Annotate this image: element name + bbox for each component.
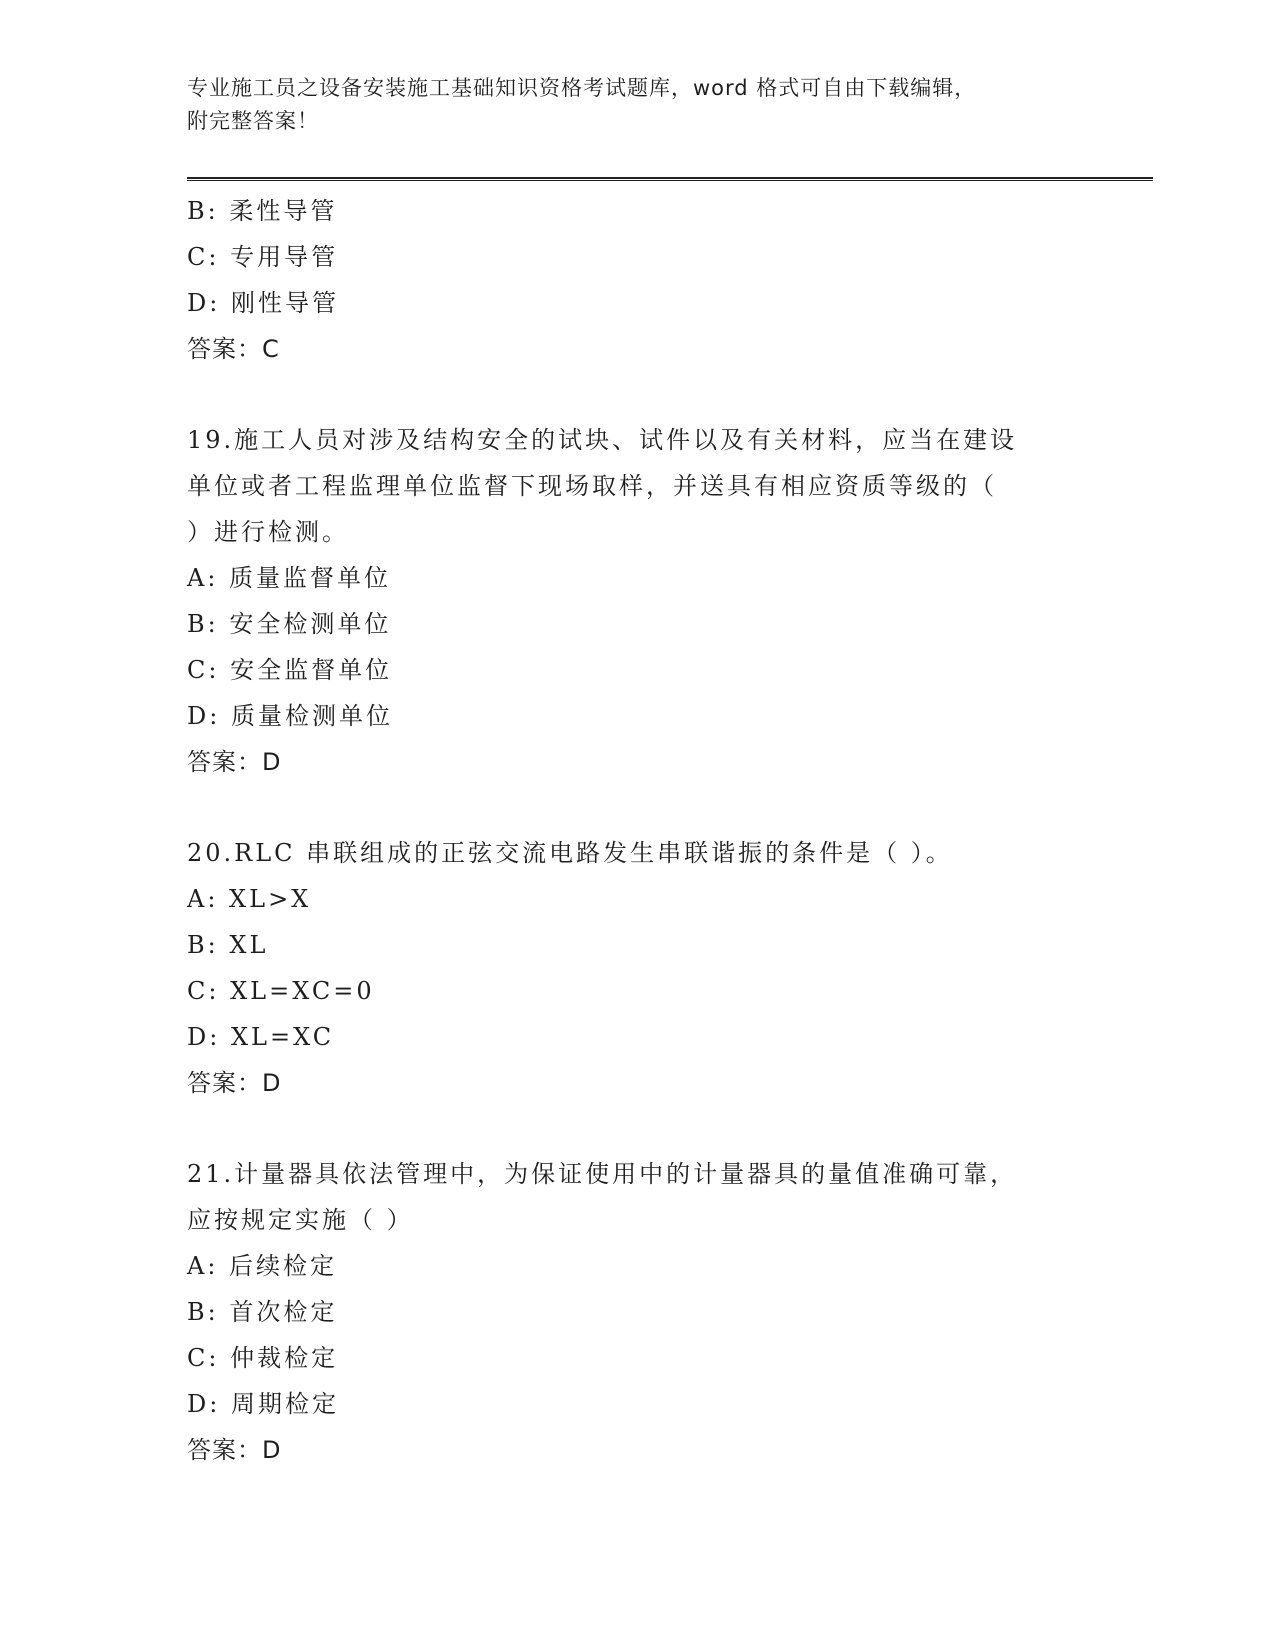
option-d: D: XL=XC	[187, 1023, 335, 1051]
option-a: A: XL>X	[187, 885, 312, 913]
option-c: C: 专用导管	[187, 243, 339, 271]
header-line-1: 专业施工员之设备安装施工基础知识资格考试题库，word 格式可自由下载编辑，	[187, 76, 977, 100]
header-line-2: 附完整答案！	[187, 109, 319, 133]
spacer	[187, 785, 1087, 830]
answer: 答案：D	[187, 1436, 282, 1464]
option-b: B: 安全检测单位	[187, 610, 392, 638]
option-d: D: 刚性导管	[187, 289, 339, 317]
question-21	[187, 1151, 1087, 1473]
option-b: B: XL	[187, 931, 269, 959]
header-divider	[187, 177, 1153, 181]
option-c: C: 安全监督单位	[187, 656, 393, 684]
option-d: D: 质量检测单位	[187, 702, 393, 730]
option-b: B: 柔性导管	[187, 197, 338, 225]
question-stem-line: 21.计量器具依法管理中，为保证使用中的计量器具的量值准确可靠，	[187, 1160, 1018, 1188]
question-20	[187, 830, 1087, 1106]
answer: 答案：D	[187, 1069, 282, 1097]
question-stem-line: 19.施工人员对涉及结构安全的试块、试件以及有关材料，应当在建设	[187, 426, 1018, 454]
answer: 答案：D	[187, 748, 282, 776]
option-c: C: 仲裁检定	[187, 1344, 339, 1372]
question-18	[187, 188, 1087, 372]
document-header	[187, 72, 1087, 138]
spacer	[187, 1106, 1087, 1151]
spacer	[187, 372, 1087, 417]
option-a: A: 质量监督单位	[187, 564, 392, 592]
option-b: B: 首次检定	[187, 1298, 338, 1326]
question-stem-line: 应按规定实施（ ）	[187, 1206, 414, 1234]
question-19	[187, 417, 1087, 785]
option-d: D: 周期检定	[187, 1390, 339, 1418]
option-c: C: XL=XC=0	[187, 977, 375, 1005]
option-a: A: 后续检定	[187, 1252, 338, 1280]
question-list	[187, 188, 1087, 1473]
question-stem-line: ）进行检测。	[187, 518, 349, 546]
question-stem-line: 20.RLC 串联组成的正弦交流电路发生串联谐振的条件是（ ）。	[187, 839, 953, 867]
question-stem-line: 单位或者工程监理单位监督下现场取样，并送具有相应资质等级的（	[187, 472, 997, 500]
answer: 答案：C	[187, 335, 280, 363]
